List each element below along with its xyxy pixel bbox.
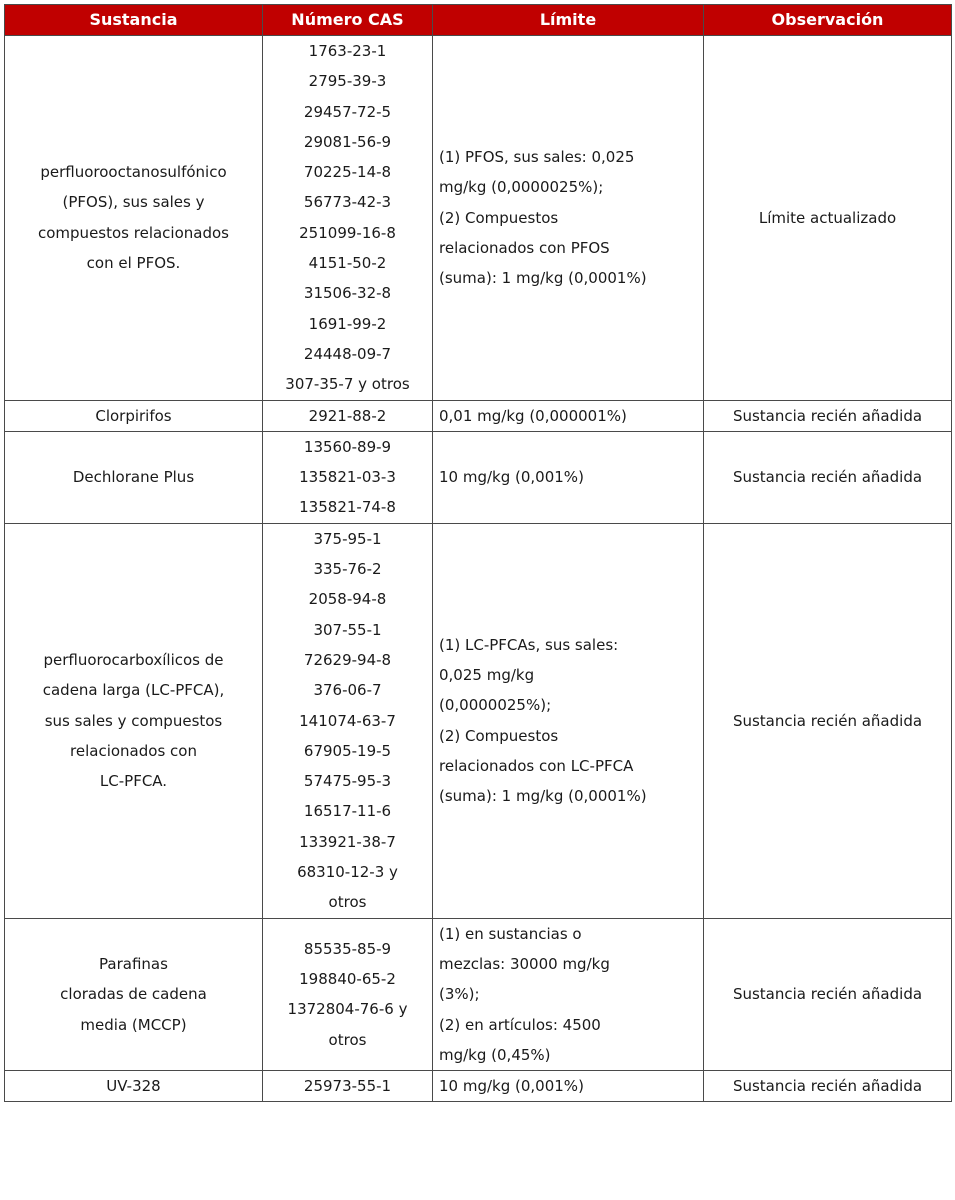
cas-cell-line: 29457-72-5 (303, 102, 392, 121)
header-cas: Número CAS (263, 5, 433, 36)
header-limit: Límite (433, 5, 704, 36)
limit-cell-line: relacionados con PFOS (439, 238, 610, 257)
limit-cell (433, 523, 704, 918)
limit-cell-line: 10 mg/kg (0,001%) (439, 468, 584, 487)
cas-cell-line: 198840-65-2 (299, 970, 396, 989)
observation-cell: Límite actualizado (704, 36, 952, 401)
limit-cell-line: 0,01 mg/kg (0,000001%) (439, 406, 627, 425)
limit-cell-line: (2) Compuestos (439, 208, 559, 227)
table-body (5, 36, 952, 1102)
cas-cell-line: 133921-38-7 (299, 832, 396, 851)
cas-cell-line: 29081-56-9 (303, 132, 392, 151)
table-header-row (5, 5, 952, 36)
limit-cell-line: 0,025 mg/kg (439, 666, 535, 685)
limit-cell-line: (2) en artículos: 4500 (439, 1015, 601, 1034)
limit-cell (433, 36, 704, 401)
limit-cell-line: (1) PFOS, sus sales: 0,025 (439, 148, 635, 167)
cas-cell-line: otros (328, 1030, 367, 1049)
substance-cell-line: Parafinas (99, 954, 168, 973)
observation-cell: Sustancia recién añadida (704, 523, 952, 918)
cas-cell (263, 431, 433, 523)
cas-cell-line: 2921-88-2 (308, 406, 387, 425)
cas-cell-line: 1763-23-1 (308, 42, 387, 60)
limit-cell-line: 10 mg/kg (0,001%) (439, 1077, 584, 1096)
cas-cell-line: 24448-09-7 (303, 344, 392, 363)
table-row (5, 36, 952, 401)
cas-cell-line: 25973-55-1 (303, 1077, 392, 1096)
limit-cell-line: (2) Compuestos (439, 726, 559, 745)
substance-cell (5, 400, 263, 431)
observation-cell: Sustancia recién añadida (704, 431, 952, 523)
limit-cell-line: mg/kg (0,0000025%); (439, 178, 604, 197)
cas-cell (263, 400, 433, 431)
limit-cell-line: (suma): 1 mg/kg (0,0001%) (439, 787, 647, 806)
table-row (5, 431, 952, 523)
cas-cell-line: 85535-85-9 (303, 939, 392, 958)
table-row (5, 918, 952, 1070)
substance-cell (5, 36, 263, 401)
cas-cell-line: 13560-89-9 (303, 437, 392, 456)
substance-cell (5, 523, 263, 918)
cas-cell-line: 70225-14-8 (303, 163, 392, 182)
cas-cell-line: otros (328, 893, 367, 912)
header-substance: Sustancia (5, 5, 263, 36)
cas-cell-line: 307-35-7 y otros (285, 375, 410, 394)
cas-cell-line: 56773-42-3 (303, 193, 392, 212)
substance-cell (5, 431, 263, 523)
table-row (5, 400, 952, 431)
substance-cell-line: cadena larga (LC-PFCA), (42, 681, 225, 700)
cas-cell-line: 135821-74-8 (299, 498, 396, 517)
limit-cell-line: (3%); (439, 985, 480, 1004)
cas-cell-line: 251099-16-8 (299, 223, 396, 242)
cas-cell-line: 1372804-76-6 y (287, 1000, 408, 1019)
limit-cell-line: (0,0000025%); (439, 696, 552, 715)
observation-cell: Sustancia recién añadida (704, 918, 952, 1070)
cas-cell-line: 141074-63-7 (299, 711, 396, 730)
observation-cell: Sustancia recién añadida (704, 400, 952, 431)
observation-cell: Sustancia recién añadida (704, 1071, 952, 1102)
limit-cell-line: mezclas: 30000 mg/kg (439, 954, 610, 973)
substance-cell-line: relacionados con (70, 741, 197, 760)
substance-cell-line: sus sales y compuestos (44, 711, 223, 730)
limit-cell (433, 400, 704, 431)
cas-cell-line: 31506-32-8 (303, 284, 392, 303)
substance-cell-line: perfluorocarboxílicos de (43, 650, 224, 669)
limit-cell (433, 918, 704, 1070)
table-row (5, 523, 952, 918)
substance-cell-line: LC-PFCA. (99, 772, 168, 791)
cas-cell-line: 2058-94-8 (308, 590, 387, 609)
cas-cell-line: 376-06-7 (313, 681, 382, 700)
cas-cell-line: 335-76-2 (313, 560, 382, 579)
limit-cell-line: (1) LC-PFCAs, sus sales: (439, 635, 619, 654)
cas-cell-line: 72629-94-8 (303, 650, 392, 669)
cas-cell-line: 4151-50-2 (308, 254, 387, 273)
substance-cell-line: Dechlorane Plus (72, 468, 195, 487)
limit-cell-line: relacionados con LC-PFCA (439, 756, 634, 775)
cas-cell-line: 16517-11-6 (303, 802, 392, 821)
substance-cell-line: cloradas de cadena (60, 985, 207, 1004)
limit-cell-line: (suma): 1 mg/kg (0,0001%) (439, 269, 647, 288)
limit-cell-line: mg/kg (0,45%) (439, 1045, 551, 1064)
substance-cell-line: perfluorooctanosulfónico (40, 163, 227, 182)
cas-cell-line: 67905-19-5 (303, 741, 392, 760)
cas-cell (263, 36, 433, 401)
cas-cell-line: 375-95-1 (313, 529, 382, 548)
substance-cell-line: compuestos relacionados (38, 223, 229, 242)
substance-cell-line: UV-328 (106, 1077, 161, 1096)
limit-cell (433, 1071, 704, 1102)
substance-cell-line: media (MCCP) (80, 1015, 187, 1034)
cas-cell-line: 135821-03-3 (299, 468, 396, 487)
cas-cell-line: 307-55-1 (313, 620, 382, 639)
cas-cell-line: 2795-39-3 (308, 72, 387, 91)
cas-cell-line: 1691-99-2 (308, 314, 387, 333)
table-row (5, 1071, 952, 1102)
substance-cell (5, 918, 263, 1070)
cas-cell (263, 1071, 433, 1102)
cas-cell-line: 57475-95-3 (303, 772, 392, 791)
substance-cell-line: Clorpirifos (95, 406, 172, 425)
limit-cell (433, 431, 704, 523)
substance-cell-line: (PFOS), sus sales y (62, 193, 205, 212)
substance-cell-line: con el PFOS. (86, 254, 181, 273)
cas-cell (263, 918, 433, 1070)
limit-cell-line: (1) en sustancias o (439, 924, 582, 943)
cas-cell (263, 523, 433, 918)
substances-table (4, 4, 952, 1102)
substance-cell (5, 1071, 263, 1102)
header-observation: Observación (704, 5, 952, 36)
cas-cell-line: 68310-12-3 y (297, 863, 398, 882)
